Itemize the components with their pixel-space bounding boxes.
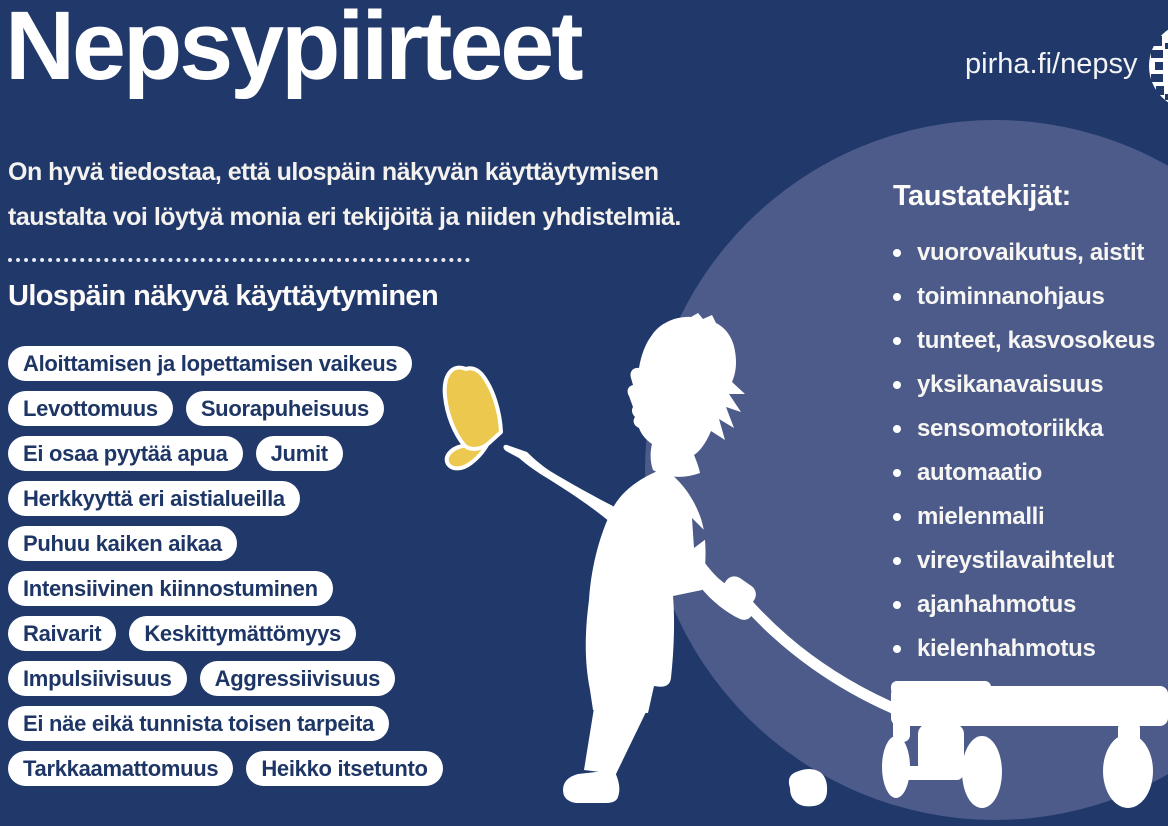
behavior-pill: Suorapuheisuus — [186, 391, 384, 426]
factor-item — [891, 283, 1167, 311]
behavior-pill: Impulsiivisuus — [8, 661, 187, 696]
behavior-pill: Keskittymättömyys — [129, 616, 356, 651]
qr-code-badge — [1149, 22, 1168, 110]
bullet-dot-icon — [893, 425, 901, 433]
behavior-pill-row — [8, 751, 443, 786]
behavior-pill: Ei osaa pyytää apua — [8, 436, 243, 471]
factor-label: sensomotoriikka — [917, 415, 1104, 442]
factor-item — [891, 547, 1167, 575]
intro-text — [8, 150, 688, 240]
factor-item — [891, 239, 1167, 267]
website-url: pirha.fi/nepsy — [965, 48, 1138, 80]
factors-heading: Taustatekijät: — [893, 180, 1071, 212]
behavior-pill: Intensiivinen kiinnostuminen — [8, 571, 333, 606]
behavior-pill-row — [8, 346, 412, 381]
behavior-pill: Aloittamisen ja lopettamisen vaikeus — [8, 346, 412, 381]
factor-label: ajanhahmotus — [917, 591, 1077, 618]
page-title: Nepsypiirteet — [5, 0, 581, 100]
behavior-pill-row — [8, 571, 333, 606]
bullet-dot-icon — [893, 381, 901, 389]
behavior-pill: Tarkkaamattomuus — [8, 751, 233, 786]
factor-label: automaatio — [917, 459, 1043, 486]
factor-label: tunteet, kasvosokeus — [917, 327, 1156, 354]
behavior-pill-row — [8, 706, 389, 741]
factor-item — [891, 415, 1167, 443]
factor-label: vuorovaikutus, aistit — [917, 239, 1145, 266]
factor-label: yksikanavaisuus — [917, 371, 1104, 398]
behavior-pill: Puhuu kaiken aikaa — [8, 526, 237, 561]
behavior-pill-row — [8, 436, 343, 471]
bullet-dot-icon — [893, 557, 901, 565]
factor-label: toiminnanohjaus — [917, 283, 1105, 310]
bullet-dot-icon — [893, 645, 901, 653]
factor-item — [891, 635, 1167, 663]
behavior-pill: Levottomuus — [8, 391, 173, 426]
behaviors-heading: Ulospäin näkyvä käyttäytyminen — [8, 280, 439, 312]
behavior-pill-row — [8, 661, 395, 696]
behavior-pill-row — [8, 481, 300, 516]
bullet-dot-icon — [893, 293, 901, 301]
factor-item — [891, 591, 1167, 619]
behavior-pill: Herkkyyttä eri aistialueilla — [8, 481, 300, 516]
factors-panel — [891, 180, 1167, 679]
bullet-dot-icon — [893, 337, 901, 345]
factor-item — [891, 371, 1167, 399]
intro-line-1: On hyvä tiedostaa, että ulospäin näkyvän käyttäytymisen — [8, 158, 659, 186]
factor-item — [891, 327, 1167, 355]
factor-item — [891, 459, 1167, 487]
bullet-dot-icon — [893, 601, 901, 609]
behavior-pill: Raivarit — [8, 616, 116, 651]
dotted-divider — [8, 252, 470, 262]
factors-list — [891, 239, 1167, 663]
behavior-pill: Ei näe eikä tunnista toisen tarpeita — [8, 706, 389, 741]
behavior-pill-row — [8, 616, 356, 651]
factor-label: vireystilavaihtelut — [917, 547, 1115, 574]
intro-line-2: taustalta voi löytyä monia eri tekijöitä ja niiden yhdistelmiä. — [8, 203, 681, 231]
back-shoe — [789, 769, 827, 806]
behavior-pill: Jumit — [256, 436, 343, 471]
bullet-dot-icon — [893, 513, 901, 521]
factor-label: mielenmalli — [917, 503, 1045, 530]
behavior-pill-list — [8, 346, 443, 786]
bullet-dot-icon — [893, 249, 901, 257]
behavior-pill: Aggressiivisuus — [200, 661, 395, 696]
behavior-pill-row — [8, 391, 384, 426]
bullet-dot-icon — [893, 469, 901, 477]
behavior-pill: Heikko itsetunto — [246, 751, 442, 786]
factor-item — [891, 503, 1167, 531]
butterfly-icon — [445, 368, 501, 469]
factor-label: kielenhahmotus — [917, 635, 1096, 662]
behavior-pill-row — [8, 526, 237, 561]
